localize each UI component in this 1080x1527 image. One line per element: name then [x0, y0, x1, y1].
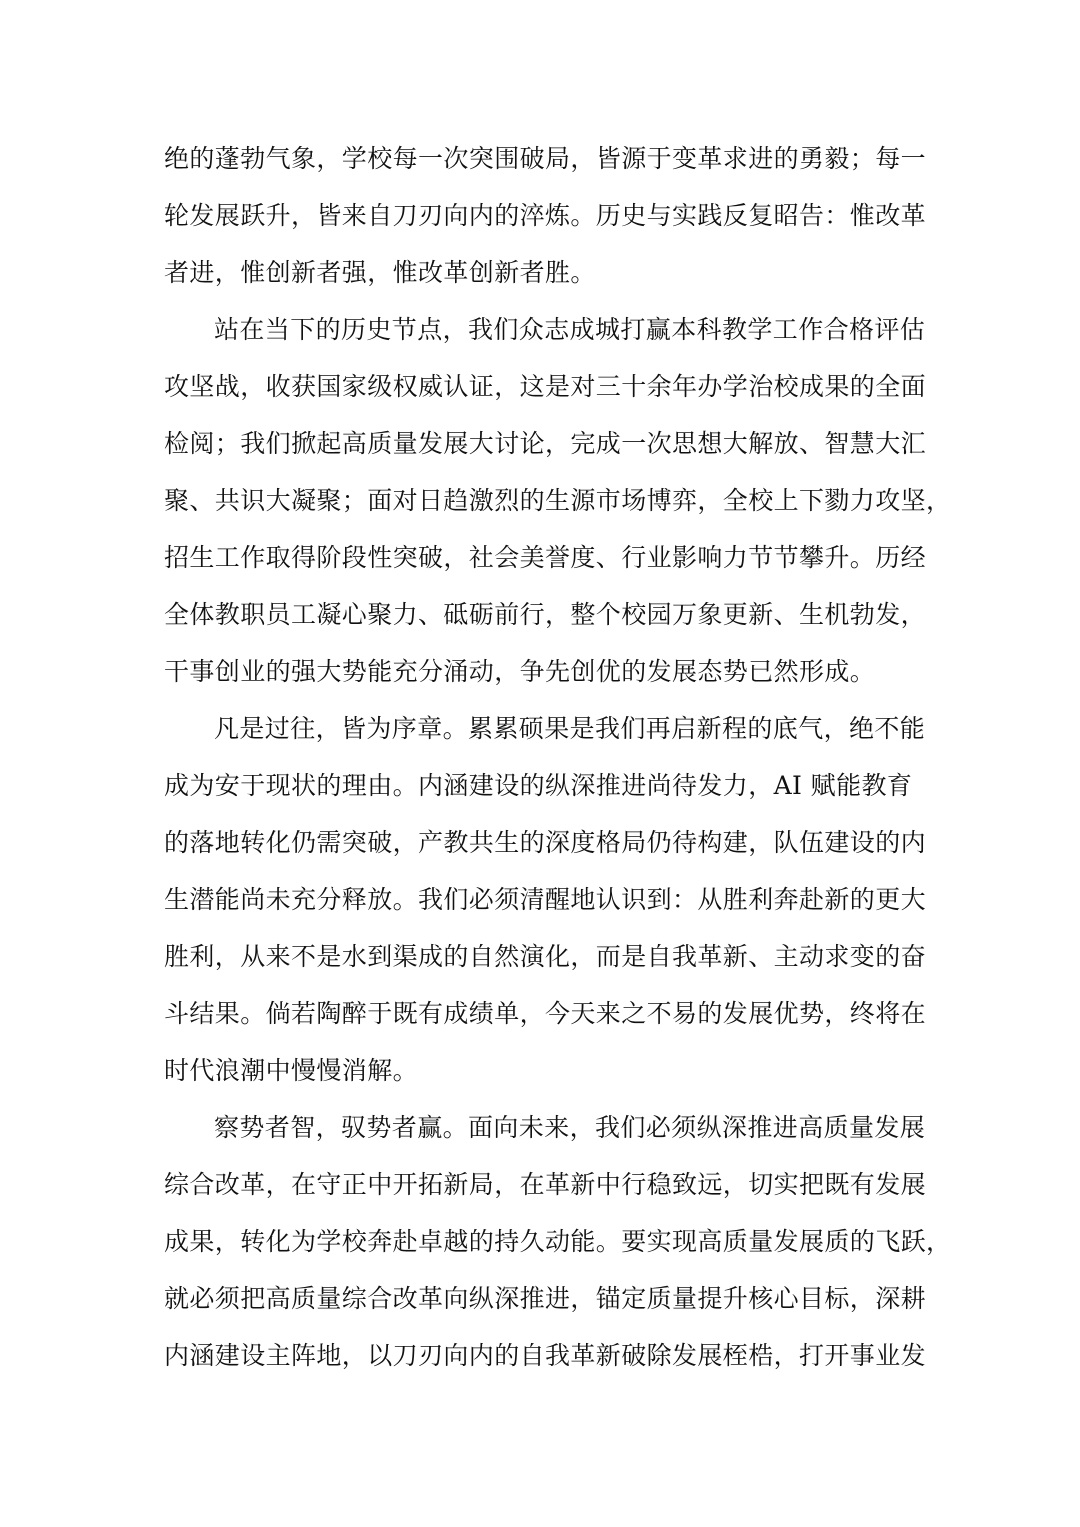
text-line: 时代浪潮中慢慢消解。: [164, 1056, 419, 1085]
text-line: 综合改革，在守正中开拓新局，在革新中行稳致远，切实把既有发展: [164, 1170, 927, 1199]
text-line: 攻坚战，收获国家级权威认证，这是对三十余年办学治校成果的全面: [164, 372, 927, 401]
text-line: 就必须把高质量综合改革向纵深推进，锚定质量提升核心目标，深耕: [164, 1284, 927, 1313]
text-line: 者进，惟创新者强，惟改革创新者胜。: [164, 258, 596, 287]
paragraph-first-line: 站在当下的历史节点，我们众志成城打赢本科教学工作合格评估: [214, 315, 926, 344]
text-line: 绝的蓬勃气象，学校每一次突围破局，皆源于变革求进的勇毅；每一: [164, 144, 927, 173]
text-line: 招生工作取得阶段性突破，社会美誉度、行业影响力节节攀升。历经: [164, 543, 927, 572]
text-line: 轮发展跃升，皆来自刀刃向内的淬炼。历史与实践反复昭告：惟改革: [164, 201, 927, 230]
text-line: 生潜能尚未充分释放。我们必须清醒地认识到：从胜利奔赴新的更大: [164, 885, 927, 914]
text-line: 斗结果。倘若陶醉于既有成绩单，今天来之不易的发展优势，终将在: [164, 999, 927, 1028]
paragraph-first-line: 察势者智，驭势者赢。面向未来，我们必须纵深推进高质量发展: [214, 1113, 926, 1142]
text-line: 成为安于现状的理由。内涵建设的纵深推进尚待发力，AI 赋能教育: [164, 771, 913, 800]
text-line: 内涵建设主阵地，以刀刃向内的自我革新破除发展桎梏，打开事业发: [164, 1341, 927, 1370]
text-line: 成果，转化为学校奔赴卓越的持久动能。要实现高质量发展质的飞跃，: [164, 1227, 952, 1256]
text-line: 聚、共识大凝聚；面对日趋激烈的生源市场博弈，全校上下勠力攻坚，: [164, 486, 952, 515]
text-line: 检阅；我们掀起高质量发展大讨论，完成一次思想大解放、智慧大汇: [164, 429, 927, 458]
text-line: 胜利，从来不是水到渠成的自然演化，而是自我革新、主动求变的奋: [164, 942, 927, 971]
paragraph-first-line: 凡是过往，皆为序章。累累硕果是我们再启新程的底气，绝不能: [214, 714, 926, 743]
text-line: 的落地转化仍需突破，产教共生的深度格局仍待构建，队伍建设的内: [164, 828, 927, 857]
text-line: 干事创业的强大势能充分涌动，争先创优的发展态势已然形成。: [164, 657, 876, 686]
text-line: 全体教职员工凝心聚力、砥砺前行，整个校园万象更新、生机勃发，: [164, 600, 927, 629]
